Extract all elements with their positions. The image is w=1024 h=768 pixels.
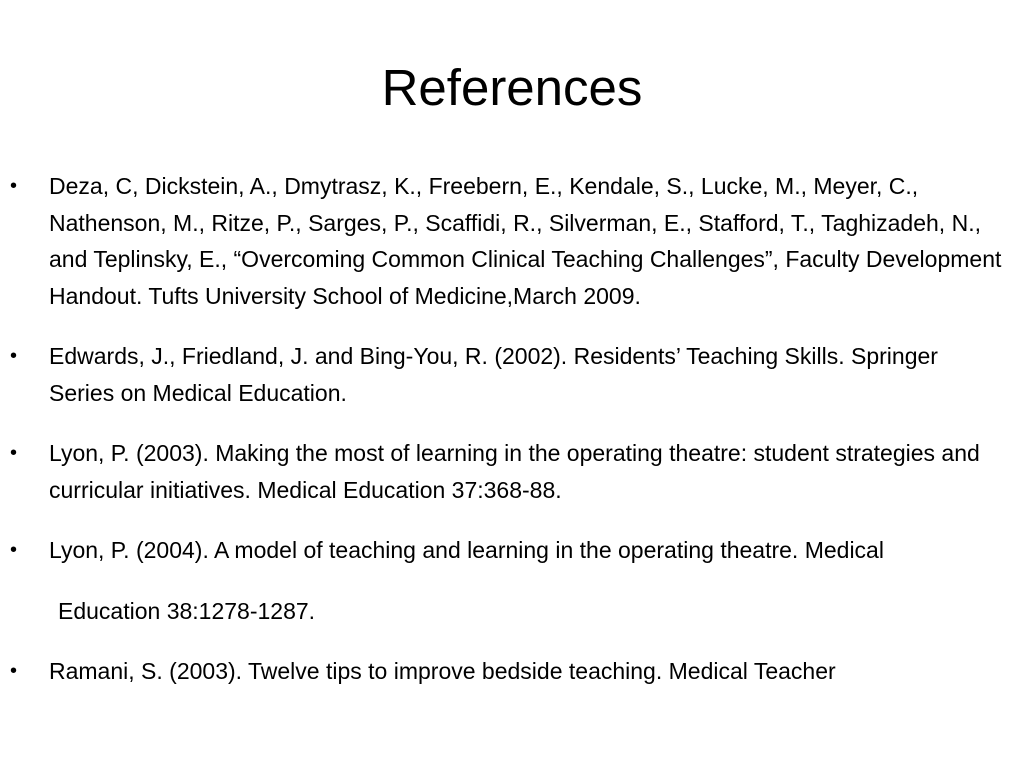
reference-item bbox=[0, 435, 1024, 508]
bullet-icon: • bbox=[10, 660, 18, 682]
bullet-icon: • bbox=[10, 539, 18, 561]
reference-item bbox=[0, 653, 1024, 690]
bullet-icon: • bbox=[10, 442, 18, 464]
reference-text: Lyon, P. (2003). Making the most of learning in the operating theatre: student strategies and curricular initiatives. Medical Education 37:368-88. bbox=[49, 440, 980, 503]
bullet-icon: • bbox=[10, 345, 18, 367]
reference-text: Ramani, S. (2003). Twelve tips to improve bedside teaching. Medical Teacher bbox=[49, 658, 836, 684]
reference-text: Edwards, J., Friedland, J. and Bing-You, R. (2002). Residents’ Teaching Skills. Springer Series on Medical Education. bbox=[49, 343, 938, 406]
slide-title: References bbox=[381, 59, 643, 116]
reference-list bbox=[0, 168, 1024, 690]
bullet-icon: • bbox=[10, 175, 18, 197]
reference-continuation bbox=[0, 593, 1024, 630]
reference-item bbox=[0, 168, 1024, 314]
reference-text: Lyon, P. (2004). A model of teaching and learning in the operating theatre. Medical bbox=[49, 537, 884, 563]
reference-item bbox=[0, 338, 1024, 411]
reference-text: Education 38:1278-1287. bbox=[58, 597, 316, 624]
reference-text: Deza, C, Dickstein, A., Dmytrasz, K., Freebern, E., Kendale, S., Lucke, M., Meyer, C., Nathenson, M., Ritze, P., Sarges, P., Scaffidi, R., Silverman, E., Stafford, T., Taghizadeh, N., and Teplinsky, E., “Overcoming Common Clinical Teaching Challenges”, Faculty Development Handout. Tufts University School of Medicine,March 2009. bbox=[49, 173, 1002, 309]
reference-item bbox=[0, 532, 1024, 569]
